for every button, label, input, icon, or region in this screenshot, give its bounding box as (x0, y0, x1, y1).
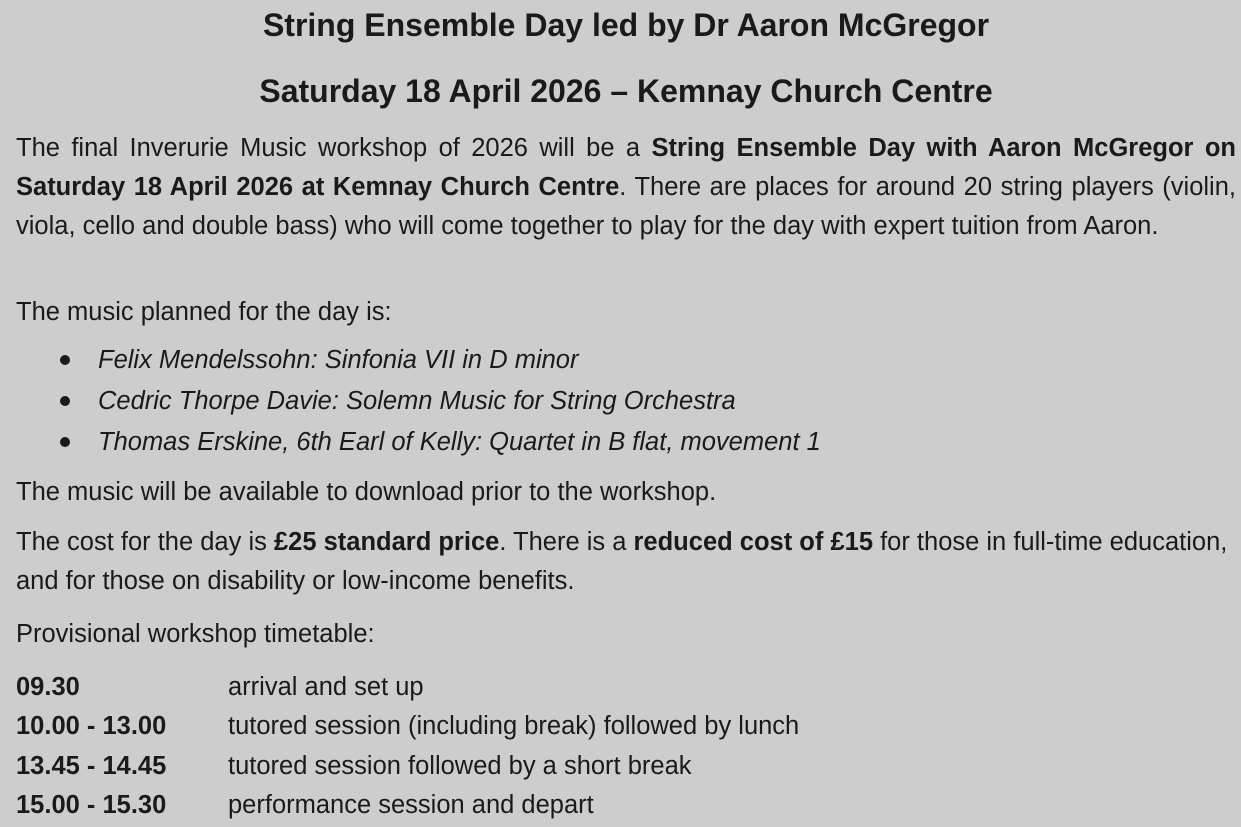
timetable-row (16, 786, 1236, 825)
list-item (16, 381, 1236, 422)
timetable-time: 13.45 - 14.45 (16, 751, 167, 780)
download-note: The music will be available to download prior to the workshop. (16, 478, 717, 506)
bullet-icon (60, 437, 70, 447)
timetable-row (16, 707, 1236, 746)
timetable-row (16, 668, 1236, 707)
timetable-activity: performance session and depart (228, 790, 594, 819)
standard-price: £25 standard price (273, 528, 500, 556)
timetable (16, 668, 1236, 825)
page-title: String Ensemble Day led by Dr Aaron McGregor (262, 7, 990, 43)
intro-paragraph (16, 129, 1236, 246)
music-item-label: Felix Mendelssohn: Sinfonia VII in D minor (98, 346, 579, 374)
timetable-activity: tutored session (including break) followed by lunch (228, 712, 800, 741)
timetable-row (16, 747, 1236, 786)
music-item-label: Thomas Erskine, 6th Earl of Kelly: Quartet in B flat, movement 1 (98, 428, 821, 456)
bullet-icon (60, 396, 70, 406)
music-heading: The music planned for the day is: (16, 298, 392, 326)
cost-text-1: The cost for the day is (16, 528, 274, 556)
cost-text-2: . There is a (499, 528, 634, 556)
timetable-activity: tutored session followed by a short break (228, 751, 692, 780)
event-date-venue: Saturday 18 April 2026 – Kemnay Church Centre (259, 73, 993, 109)
music-item-label: Cedric Thorpe Davie: Solemn Music for String Orchestra (98, 387, 736, 415)
timetable-heading: Provisional workshop timetable: (16, 620, 375, 648)
timetable-activity: arrival and set up (228, 673, 424, 701)
timetable-time: 15.00 - 15.30 (16, 790, 167, 819)
music-list (16, 340, 1236, 463)
list-item (16, 422, 1236, 463)
intro-text-1: The final Inverurie Music workshop of 2026 will be a (16, 134, 652, 162)
bullet-icon (60, 355, 70, 365)
intro-highlight: String Ensemble Day with Aaron McGregor on Saturday 18 April 2026 at Kemnay Church Centre (16, 134, 1236, 201)
timetable-time: 09.30 (16, 673, 80, 701)
list-item (16, 340, 1236, 381)
workshop-notice (16, 0, 1236, 827)
timetable-time: 10.00 - 13.00 (16, 712, 167, 741)
intro-text-2: . There are places for around 20 string players (violin, viola, cello and double bass) who will come together to play for the day with expert tuition from Aaron. (16, 173, 1236, 240)
cost-text-3: for those in full-time education, and for those on disability or low-income benefits. (16, 528, 1228, 595)
cost-paragraph (16, 523, 1236, 601)
reduced-price: reduced cost of £15 (633, 528, 873, 556)
